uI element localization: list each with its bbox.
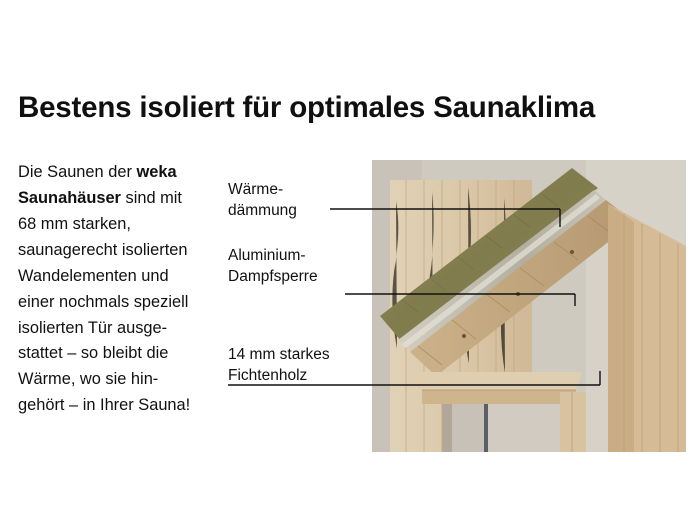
callout-dampfsperre-line-1: Aluminium- <box>228 247 306 264</box>
callout-label-fichtenholz <box>228 345 378 387</box>
callout-label-waermedaemmung <box>228 180 368 222</box>
sauna-wall-cutaway-photo <box>372 160 686 452</box>
callout-waermedaemmung-line-2: dämmung <box>228 201 297 219</box>
callout-fichtenholz-line-1: 14 mm starkes <box>228 346 330 363</box>
body-text-line-10: gehört – in Ihrer Sauna! <box>18 396 191 415</box>
body-text-line-4: saunagerecht isolierten <box>18 240 188 259</box>
callout-label-aluminium-dampfsperre <box>228 246 378 288</box>
body-text-line-7: isolierten Tür ausge- <box>18 318 168 337</box>
callout-waermedaemmung-line-1: Wärme- <box>228 181 284 198</box>
body-text-line-6: einer nochmals speziell <box>18 292 189 311</box>
sauna-wall-illustration <box>372 160 686 452</box>
intro-paragraph <box>18 160 218 419</box>
body-text-line-5: Wandelementen und <box>18 266 169 285</box>
page-title: Bestens isoliert für optimales Saunaklima <box>18 91 596 124</box>
body-text-line-9: Wärme, wo sie hin- <box>18 370 159 389</box>
body-text-line-2: sind mit <box>120 188 182 207</box>
body-text-bold-1: weka <box>136 163 177 181</box>
body-text-bold-2: Saunahäuser <box>18 188 121 207</box>
body-text-line-1: Die Saunen der <box>18 163 137 181</box>
callout-fichtenholz-line-2: Fichtenholz <box>228 366 308 384</box>
body-text-line-8: stattet – so bleibt die <box>18 344 169 363</box>
callout-dampfsperre-line-2: Dampfsperre <box>228 267 318 285</box>
body-text-line-3: 68 mm starken, <box>18 214 131 233</box>
